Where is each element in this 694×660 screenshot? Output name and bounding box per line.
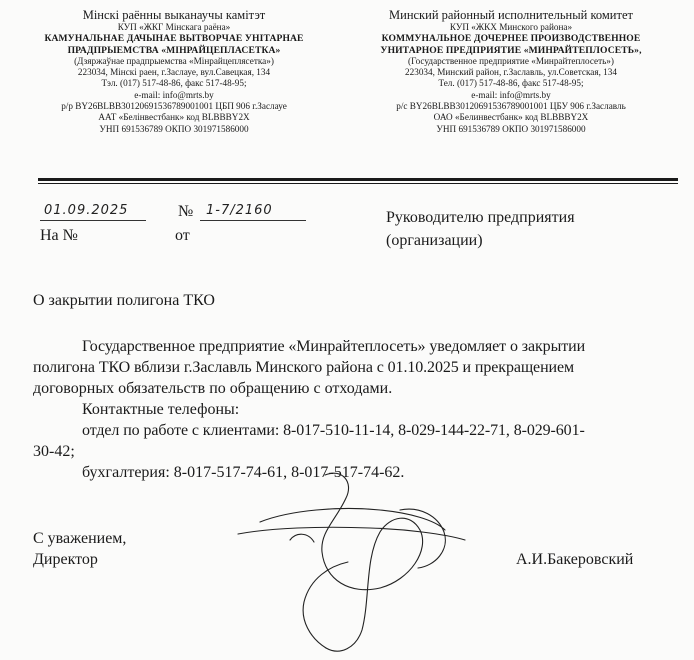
lh-right-bank: ОАО «Белинвестбанк» код BLBBBY2X xyxy=(433,112,589,123)
lh-left-email: e-mail: info@mrts.by xyxy=(134,89,214,100)
from-label: от xyxy=(175,227,190,244)
addressee-line-2: (организации) xyxy=(386,232,483,249)
lh-right-state-note: (Государственное предприятие «Минрайтеплосеть») xyxy=(408,55,614,66)
lh-right-org-name: Минский районный исполнительный комитет xyxy=(389,8,633,22)
lh-left-account: р/р BY26BLBB30120691536789001001 ЦБП 906 г.Заслауе xyxy=(61,101,287,112)
letterhead-rule-thick xyxy=(38,178,678,181)
lh-left-full-name-2: ПРАДПРЫЕМСТВА «МІНРАЙЦЕПЛАСЕТКА» xyxy=(67,44,281,56)
letterhead-russian xyxy=(356,8,666,135)
number-underline xyxy=(200,220,306,221)
letterhead-belarusian xyxy=(28,8,320,135)
registration-date: 01.09.2025 xyxy=(44,203,129,218)
closing-regards: С уважением, xyxy=(33,530,127,547)
lh-left-full-name-1: КАМУНАЛЬНАЕ ДАЧЫНАЕ ВЫТВОРЧАЕ УНІТАРНАЕ xyxy=(44,33,304,45)
number-label: № xyxy=(178,203,194,220)
contacts-clients-line1: отдел по работе с клиентами: 8-017-510-11-14, 8-029-144-22-71, 8-029-601- xyxy=(82,422,585,439)
contacts-accounting: бухгалтерия: 8-017-517-74-61, 8-017-517-74-62. xyxy=(82,464,405,481)
director-signature-icon xyxy=(230,470,490,660)
letter-subject: О закрытии полигона ТКО xyxy=(33,292,215,309)
lh-right-address: 223034, Минский район, г.Заславль, ул.Советская, 134 xyxy=(405,67,617,78)
lh-left-short-name: КУП «ЖКГ Мінскага раёна» xyxy=(117,22,231,32)
lh-left-ids: УНП 691536789 ОКПО 301971586000 xyxy=(99,123,249,134)
contacts-clients-line2: 30-42; xyxy=(33,443,75,460)
letterhead-rule-thin xyxy=(38,183,678,184)
lh-right-ids: УНП 691536789 ОКПО 301971586000 xyxy=(436,123,586,134)
registration-number: 1-7/2160 xyxy=(206,203,273,218)
addressee-line-1: Руководителю предприятия xyxy=(386,209,575,226)
date-underline xyxy=(40,220,146,221)
lh-right-phone: Тел. (017) 517-48-86, факс 517-48-95; xyxy=(438,78,584,89)
lh-left-phone: Тэл. (017) 517-48-86, факс 517-48-95; xyxy=(101,78,247,89)
lh-right-full-name-1: КОММУНАЛЬНОЕ ДОЧЕРНЕЕ ПРОИЗВОДСТВЕННОЕ xyxy=(381,33,641,45)
signatory-name: А.И.Бакеровский xyxy=(516,551,634,568)
lh-right-short-name: КУП «ЖКХ Минского района» xyxy=(449,22,573,32)
body-p1-line2: полигона ТКО вблизи г.Заславль Минского района с 01.10.2025 и прекращением xyxy=(33,359,575,376)
lh-right-account: р/с BY26BLBB30120691536789001001 ЦБУ 906 г.Заславль xyxy=(396,101,626,112)
lh-left-address: 223034, Мінскі раен, г.Заслауе, вул.Савецкая, 134 xyxy=(77,67,271,78)
reply-label: На № xyxy=(40,227,78,244)
body-p1-line1: Государственное предприятие «Минрайтеплосеть» уведомляет о закрытии xyxy=(82,338,586,355)
lh-right-full-name-2: УНИТАРНОЕ ПРЕДПРИЯТИЕ «МИНРАЙТЕПЛОСЕТЬ», xyxy=(380,44,642,56)
body-p1-line3: договорных обязательств по обращению с отходами. xyxy=(33,380,393,397)
lh-left-state-note: (Дзяржаўнае прадпрыемства «Мінрайцеплясетка») xyxy=(74,55,274,66)
closing-position: Директор xyxy=(33,551,98,568)
contacts-label: Контактные телефоны: xyxy=(82,401,240,418)
lh-left-org-name: Мінскі раённы выканаучы камітэт xyxy=(82,8,266,22)
lh-right-email: e-mail: info@mrts.by xyxy=(471,89,551,100)
lh-left-bank: ААТ «Белінвестбанк» код BLBBBY2X xyxy=(98,112,250,123)
